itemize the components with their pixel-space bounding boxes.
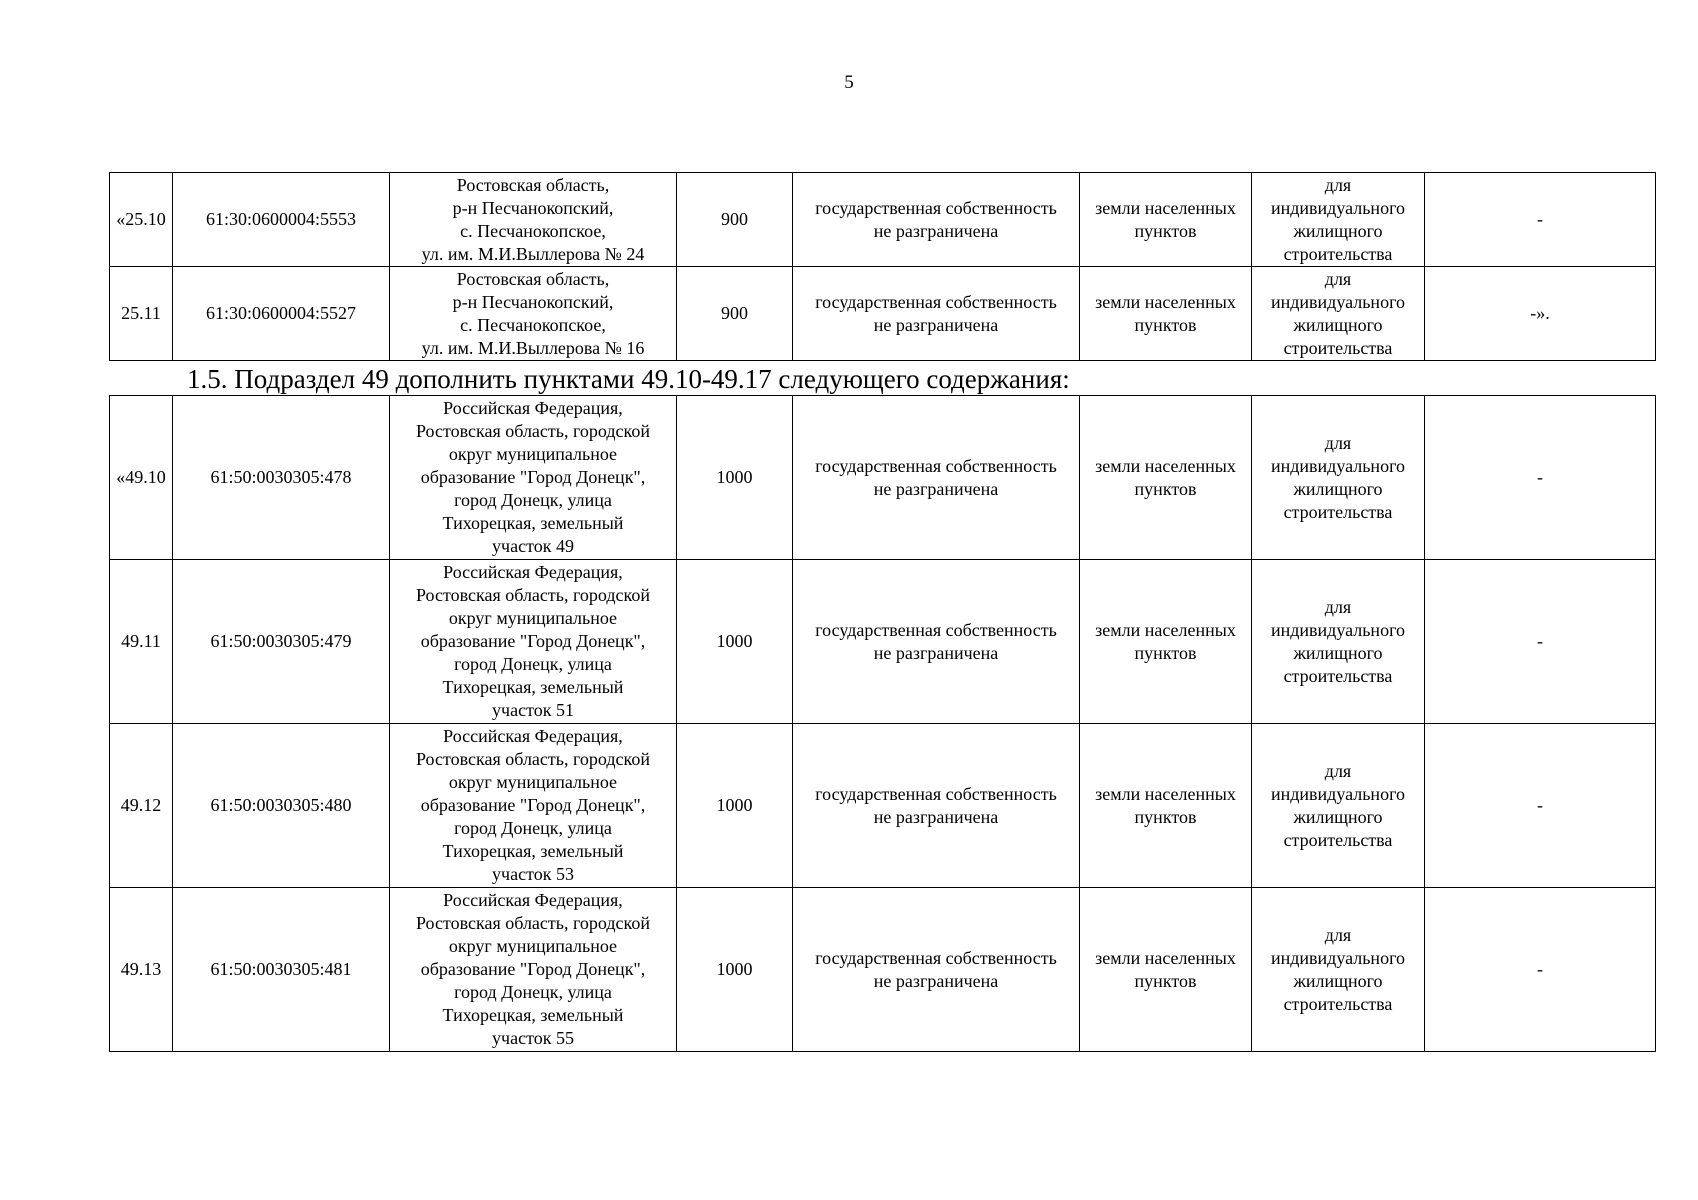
cell-ownership-line: государственная собственность (815, 197, 1057, 218)
cell-land-category (1080, 267, 1252, 361)
cell-land-category (1080, 396, 1252, 560)
cell-ownership (793, 267, 1080, 361)
cell-address-line: Российская Федерация, (443, 890, 623, 910)
cell-address-line: город Донецк, улица (454, 654, 612, 674)
cell-permitted-use-line: строительства (1283, 501, 1393, 522)
cell-cadastral-number: 61:50:0030305:480 (173, 724, 390, 888)
cell-ownership-line: не разграничена (873, 314, 999, 335)
cell-ownership (793, 173, 1080, 267)
cell-item-number: «49.10 (110, 396, 173, 560)
table-bottom-body (110, 396, 1656, 1052)
cell-permitted-use (1252, 724, 1425, 888)
cell-note: - (1425, 173, 1656, 267)
land-plots-table-bottom (109, 395, 1656, 1052)
cell-address (390, 396, 677, 560)
cell-permitted-use-line: для (1324, 924, 1352, 945)
cell-land-category-line: земли населенных (1095, 619, 1236, 640)
cell-cadastral-number: 61:30:0600004:5553 (173, 173, 390, 267)
cell-address-line: участок 49 (492, 536, 574, 556)
table-row (110, 560, 1656, 724)
cell-permitted-use (1252, 267, 1425, 361)
cell-ownership-line: не разграничена (873, 970, 999, 991)
cell-permitted-use-line: жилищного (1293, 970, 1383, 991)
cell-permitted-use-line: индивидуального (1270, 291, 1405, 312)
cell-permitted-use-line: индивидуального (1270, 619, 1405, 640)
cell-address-line: участок 51 (492, 700, 574, 720)
cell-note: - (1425, 724, 1656, 888)
cell-note: -». (1425, 267, 1656, 361)
cell-address-line: ул. им. М.И.Выллерова № 16 (421, 337, 645, 358)
cell-permitted-use-line: строительства (1283, 829, 1393, 850)
cell-address-line: Ростовская область, городской (415, 585, 651, 605)
section-heading: 1.5. Подраздел 49 дополнить пунктами 49.10-49.17 следующего содержания: (187, 364, 1070, 394)
cell-ownership-line: не разграничена (873, 478, 999, 499)
land-plots-table-top (109, 172, 1656, 361)
cell-permitted-use-line: жилищного (1293, 314, 1383, 335)
cell-land-category-line: пунктов (1134, 220, 1197, 241)
cell-permitted-use-line: жилищного (1293, 642, 1383, 663)
cell-area: 900 (677, 267, 793, 361)
cell-permitted-use (1252, 560, 1425, 724)
cell-permitted-use-line: жилищного (1293, 220, 1383, 241)
cell-permitted-use-line: строительства (1283, 337, 1393, 358)
cell-permitted-use-line: строительства (1283, 665, 1393, 686)
cell-address-line: округ муниципальное (448, 772, 618, 792)
cell-address-line: Тихорецкая, земельный (442, 1005, 624, 1025)
cell-permitted-use (1252, 888, 1425, 1052)
cell-area: 1000 (677, 888, 793, 1052)
cell-cadastral-number: 61:50:0030305:479 (173, 560, 390, 724)
cell-permitted-use-line: для (1324, 760, 1352, 781)
cell-area: 1000 (677, 396, 793, 560)
cell-address-line: Тихорецкая, земельный (442, 677, 624, 697)
cell-address (390, 267, 677, 361)
cell-land-category-line: пунктов (1134, 806, 1197, 827)
cell-land-category-line: земли населенных (1095, 947, 1236, 968)
cell-permitted-use-line: для (1324, 432, 1352, 453)
cell-area: 900 (677, 173, 793, 267)
cell-address-line: город Донецк, улица (454, 818, 612, 838)
cell-land-category-line: пунктов (1134, 314, 1197, 335)
cell-permitted-use-line: для (1324, 596, 1352, 617)
cell-item-number: 25.11 (110, 267, 173, 361)
cell-ownership-line: не разграничена (873, 806, 999, 827)
cell-address-line: Российская Федерация, (443, 398, 623, 418)
table-row (110, 396, 1656, 560)
cell-address-line: Российская Федерация, (443, 562, 623, 582)
cell-land-category-line: земли населенных (1095, 455, 1236, 476)
cell-ownership-line: государственная собственность (815, 291, 1057, 312)
cell-address-line: Ростовская область, городской (415, 913, 651, 933)
cell-address-line: округ муниципальное (448, 936, 618, 956)
cell-ownership (793, 724, 1080, 888)
cell-area: 1000 (677, 724, 793, 888)
cell-address-line: с. Песчанокопское, (460, 314, 606, 335)
cell-address-line: образование "Город Донецк", (420, 631, 646, 651)
cell-land-category (1080, 724, 1252, 888)
cell-address-line: образование "Город Донецк", (420, 467, 646, 487)
cell-address (390, 888, 677, 1052)
cell-permitted-use (1252, 173, 1425, 267)
cell-address-line: участок 55 (492, 1028, 574, 1048)
cell-address-line: округ муниципальное (448, 444, 618, 464)
cell-cadastral-number: 61:30:0600004:5527 (173, 267, 390, 361)
cell-address-line: с. Песчанокопское, (460, 220, 606, 241)
cell-note: - (1425, 888, 1656, 1052)
cell-address-line: образование "Город Донецк", (420, 795, 646, 815)
cell-ownership-line: не разграничена (873, 642, 999, 663)
cell-ownership (793, 396, 1080, 560)
cell-address-line: образование "Город Донецк", (420, 959, 646, 979)
cell-address-line: город Донецк, улица (454, 490, 612, 510)
cell-land-category-line: пунктов (1134, 642, 1197, 663)
table-row (110, 173, 1656, 267)
cell-land-category-line: земли населенных (1095, 197, 1236, 218)
cell-ownership (793, 560, 1080, 724)
cell-land-category (1080, 173, 1252, 267)
cell-address-line: город Донецк, улица (454, 982, 612, 1002)
cell-address-line: Ростовская область, (456, 268, 610, 289)
cell-address-line: Тихорецкая, земельный (442, 513, 624, 533)
cell-permitted-use-line: жилищного (1293, 806, 1383, 827)
cell-address-line: Ростовская область, городской (415, 749, 651, 769)
cell-permitted-use-line: строительства (1283, 243, 1393, 264)
cell-address-line: р-н Песчанокопский, (452, 291, 614, 312)
cell-land-category-line: земли населенных (1095, 783, 1236, 804)
cell-ownership-line: не разграничена (873, 220, 999, 241)
cell-permitted-use-line: индивидуального (1270, 197, 1405, 218)
table-row (110, 724, 1656, 888)
cell-ownership-line: государственная собственность (815, 619, 1057, 640)
table-row (110, 267, 1656, 361)
cell-permitted-use-line: жилищного (1293, 478, 1383, 499)
cell-ownership-line: государственная собственность (815, 783, 1057, 804)
cell-address-line: участок 53 (492, 864, 574, 884)
cell-address (390, 173, 677, 267)
cell-ownership (793, 888, 1080, 1052)
cell-item-number: 49.11 (110, 560, 173, 724)
cell-land-category-line: пунктов (1134, 478, 1197, 499)
cell-cadastral-number: 61:50:0030305:481 (173, 888, 390, 1052)
cell-address-line: Ростовская область, городской (415, 421, 651, 441)
cell-address-line: Ростовская область, (456, 174, 610, 195)
cell-item-number: 49.12 (110, 724, 173, 888)
cell-note: - (1425, 396, 1656, 560)
cell-cadastral-number: 61:50:0030305:478 (173, 396, 390, 560)
cell-permitted-use-line: строительства (1283, 993, 1393, 1014)
cell-item-number: 49.13 (110, 888, 173, 1052)
cell-address-line: Тихорецкая, земельный (442, 841, 624, 861)
cell-ownership-line: государственная собственность (815, 455, 1057, 476)
cell-permitted-use-line: индивидуального (1270, 455, 1405, 476)
cell-permitted-use-line: для (1324, 174, 1352, 195)
cell-permitted-use (1252, 396, 1425, 560)
cell-note: - (1425, 560, 1656, 724)
cell-permitted-use-line: индивидуального (1270, 783, 1405, 804)
cell-address (390, 560, 677, 724)
cell-item-number: «25.10 (110, 173, 173, 267)
table-top-body (110, 173, 1656, 361)
cell-address-line: ул. им. М.И.Выллерова № 24 (421, 243, 645, 264)
cell-land-category-line: земли населенных (1095, 291, 1236, 312)
page-number: 5 (844, 72, 854, 93)
cell-area: 1000 (677, 560, 793, 724)
cell-land-category-line: пунктов (1134, 970, 1197, 991)
cell-permitted-use-line: индивидуального (1270, 947, 1405, 968)
cell-land-category (1080, 888, 1252, 1052)
cell-address-line: округ муниципальное (448, 608, 618, 628)
cell-permitted-use-line: для (1324, 268, 1352, 289)
cell-ownership-line: государственная собственность (815, 947, 1057, 968)
cell-address (390, 724, 677, 888)
cell-address-line: р-н Песчанокопский, (452, 197, 614, 218)
cell-address-line: Российская Федерация, (443, 726, 623, 746)
cell-land-category (1080, 560, 1252, 724)
table-row (110, 888, 1656, 1052)
